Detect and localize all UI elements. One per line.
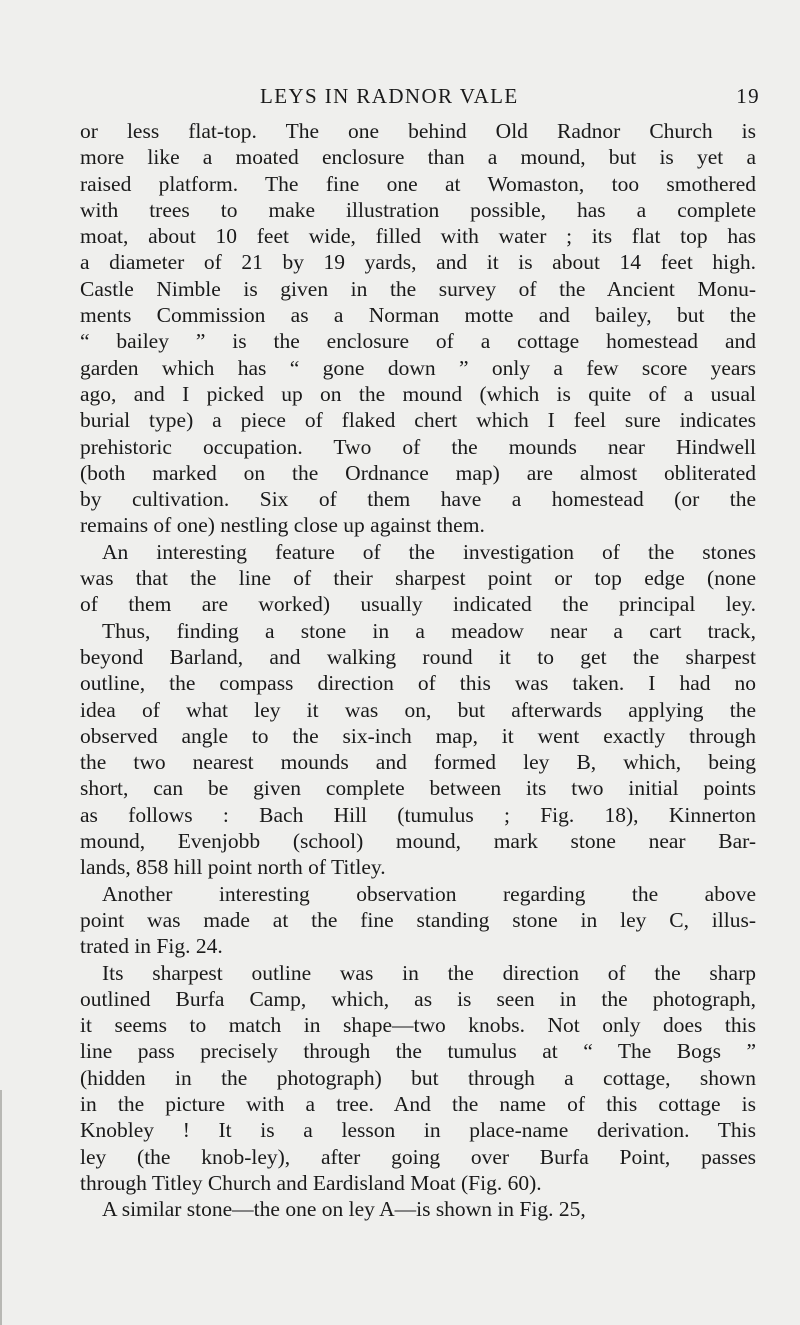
text-line: (hidden in the photograph) but through a cottage, shown bbox=[80, 1065, 756, 1090]
running-title: LEYS IN RADNOR VALE bbox=[260, 84, 519, 108]
text-line: short, can be given complete between its two initial points bbox=[80, 776, 756, 801]
text-line: in the picture with a tree. And the name of this cottage is bbox=[80, 1091, 756, 1116]
text-line: trated in Fig. 24. bbox=[80, 934, 223, 959]
page-edge-shadow bbox=[0, 1090, 2, 1325]
body-text bbox=[80, 118, 756, 1222]
text-line: remains of one) nestling close up against them. bbox=[80, 513, 485, 538]
text-line: moat, about 10 feet wide, filled with water ; its flat top has bbox=[80, 224, 756, 249]
text-line: Another interesting observation regarding the above bbox=[102, 881, 756, 906]
text-line: Castle Nimble is given in the survey of the Ancient Monu- bbox=[80, 276, 756, 301]
text-line: was that the line of their sharpest point or top edge (none bbox=[80, 566, 756, 591]
text-line: outlined Burfa Camp, which, as is seen in the photograph, bbox=[80, 986, 756, 1011]
text-line: raised platform. The fine one at Womaston, too smothered bbox=[80, 171, 756, 196]
text-line: prehistoric occupation. Two of the mounds near Hindwell bbox=[80, 434, 756, 459]
text-line: the two nearest mounds and formed ley B, which, being bbox=[80, 750, 756, 775]
text-line: point was made at the fine standing stone in ley C, illus- bbox=[80, 907, 756, 932]
text-line: by cultivation. Six of them have a homestead (or the bbox=[80, 487, 756, 512]
text-line: Its sharpest outline was in the direction of the sharp bbox=[102, 960, 756, 985]
text-line: burial type) a piece of flaked chert which I feel sure indicates bbox=[80, 408, 756, 433]
text-line: garden which has “ gone down ” only a few score years bbox=[80, 355, 756, 380]
text-line: (both marked on the Ordnance map) are almost obliterated bbox=[80, 460, 756, 485]
text-line: Thus, finding a stone in a meadow near a cart track, bbox=[102, 618, 756, 643]
text-line: idea of what ley it was on, but afterwards applying the bbox=[80, 697, 756, 722]
text-line: lands, 858 hill point north of Titley. bbox=[80, 855, 386, 880]
text-line: observed angle to the six-inch map, it went exactly through bbox=[80, 723, 756, 748]
text-line: as follows : Bach Hill (tumulus ; Fig. 18), Kinnerton bbox=[80, 802, 756, 827]
text-line: An interesting feature of the investigation of the stones bbox=[102, 539, 756, 564]
text-line: outline, the compass direction of this was taken. I had no bbox=[80, 671, 756, 696]
text-line: a diameter of 21 by 19 yards, and it is about 14 feet high. bbox=[80, 250, 756, 275]
text-line: Knobley ! It is a lesson in place-name derivation. This bbox=[80, 1118, 756, 1143]
text-line: “ bailey ” is the enclosure of a cottage homestead and bbox=[80, 329, 756, 354]
text-line: with trees to make illustration possible, has a complete bbox=[80, 197, 756, 222]
text-line: more like a moated enclosure than a mound, but is yet a bbox=[80, 145, 756, 170]
text-line: it seems to match in shape—two knobs. Not only does this bbox=[80, 1013, 756, 1038]
page-number: 19 bbox=[736, 84, 760, 108]
text-line: line pass precisely through the tumulus at “ The Bogs ” bbox=[80, 1039, 756, 1064]
text-line: beyond Barland, and walking round it to get the sharpest bbox=[80, 644, 756, 669]
running-header bbox=[60, 84, 780, 114]
text-line: ments Commission as a Norman motte and bailey, but the bbox=[80, 303, 756, 328]
text-line: of them are worked) usually indicated the principal ley. bbox=[80, 592, 756, 617]
text-line: through Titley Church and Eardisland Moat (Fig. 60). bbox=[80, 1170, 542, 1195]
text-line: A similar stone—the one on ley A—is shown in Fig. 25, bbox=[102, 1197, 586, 1222]
text-line: ley (the knob-ley), after going over Burfa Point, passes bbox=[80, 1144, 756, 1169]
text-line: or less flat-top. The one behind Old Radnor Church is bbox=[80, 119, 756, 143]
text-line: ago, and I picked up on the mound (which is quite of a usual bbox=[80, 381, 756, 406]
text-line: mound, Evenjobb (school) mound, mark stone near Bar- bbox=[80, 829, 756, 854]
